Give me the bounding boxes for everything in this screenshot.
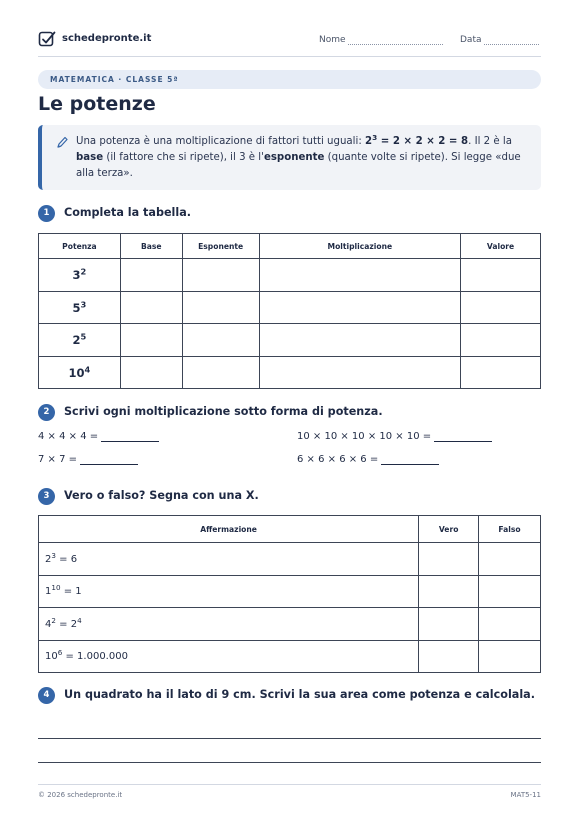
statement-cell: $10^6 = 1.000.000$ [39,641,419,673]
power-cell: $2^5$ [39,324,121,357]
true-checkbox-cell[interactable] [419,543,479,576]
writing-line[interactable] [38,738,541,739]
answer-cell[interactable] [182,292,259,324]
page-title: Le potenze [38,93,156,115]
answer-cell[interactable] [259,357,461,389]
answer-cell[interactable] [461,357,541,389]
true-checkbox-cell[interactable] [419,576,479,608]
writing-line[interactable] [38,762,541,763]
answer-cell[interactable] [120,324,182,357]
name-label: Nome [319,35,346,45]
answer-cell[interactable] [259,292,461,324]
intro-box [38,125,541,190]
answer-cell[interactable] [259,259,461,292]
question-text: Vero o falso? Segna con una X. [64,489,259,502]
column-header: Vero [419,516,479,543]
date-label: Data [460,35,482,45]
site-name: schedepronte.it [62,33,152,44]
answer-cell[interactable] [120,292,182,324]
column-header: Moltiplicazione [259,234,461,259]
column-header: Falso [479,516,541,543]
answer-blank[interactable] [80,455,138,465]
answer-blank[interactable] [101,432,159,442]
column-header: Affermazione [39,516,419,543]
exercise-item: 4 × 4 × 4 = [38,431,159,442]
statement-cell: $2^3 = 6$ [39,543,419,576]
column-header: Valore [461,234,541,259]
table-header-row [39,516,541,543]
pencil-icon [56,135,68,149]
formula: $2^3 = 2 \times 2 \times 2 = 8$ [365,132,469,147]
false-checkbox-cell[interactable] [479,641,541,673]
answer-cell[interactable] [461,292,541,324]
answer-cell[interactable] [259,324,461,357]
answer-cell[interactable] [182,357,259,389]
page-header [38,30,541,52]
date-field[interactable] [460,35,539,45]
false-checkbox-cell[interactable] [479,608,541,641]
table-row [39,576,541,608]
power-cell: $3^2$ [39,259,121,292]
table-row [39,543,541,576]
base-term: base [76,152,104,163]
worksheet-page [38,0,541,819]
question-number: 1 [38,205,55,222]
answer-blank[interactable] [381,455,439,465]
question-number: 4 [38,687,55,704]
name-field[interactable] [319,35,443,45]
statement-cell: $1^{10} = 1$ [39,576,419,608]
answer-cell[interactable] [182,259,259,292]
power-cell: $10^4$ [39,357,121,389]
powers-table [38,233,541,389]
checkbox-logo-icon [38,30,56,48]
column-header: Esponente [182,234,259,259]
true-false-table [38,515,541,673]
answer-cell[interactable] [120,357,182,389]
table-row [39,608,541,641]
exercise-item: 7 × 7 = [38,454,138,465]
table-row [39,259,541,292]
intro-text: Una potenza è una moltiplicazione di fattori tutti uguali: $2^3 = 2 \times 2 \times 2 = 8$. Il 2 è la base (il fattore che si ripete), il 3 è l'esponente (quante volte si ripete). Si legge «due alla terza». [76,132,521,179]
answer-cell[interactable] [182,324,259,357]
footer-code: MAT5-11 [510,791,541,799]
question-text: Un quadrato ha il lato di 9 cm. Scrivi la sua area come potenza e calcolala. [64,688,535,701]
column-header: Potenza [39,234,121,259]
exercise-item: 10 × 10 × 10 × 10 × 10 = [297,431,492,442]
footer-copyright: © 2026 schedepronte.it [38,791,123,799]
table-row [39,292,541,324]
answer-cell[interactable] [120,259,182,292]
question-text: Completa la tabella. [64,206,192,219]
table-header-row [39,234,541,259]
table-row [39,357,541,389]
column-header: Base [120,234,182,259]
answer-cell[interactable] [461,259,541,292]
false-checkbox-cell[interactable] [479,576,541,608]
answer-blank[interactable] [434,432,492,442]
footer-divider [38,784,541,785]
true-checkbox-cell[interactable] [419,608,479,641]
exponent-term: esponente [263,152,325,163]
exercise-item: 6 × 6 × 6 × 6 = [297,454,439,465]
table-row [39,324,541,357]
statement-cell: $4^2 = 2^4$ [39,608,419,641]
subject-badge: MATEMATICA · CLASSE 5ª [38,70,541,89]
table-row [39,641,541,673]
question-number: 3 [38,488,55,505]
header-divider [38,56,541,57]
false-checkbox-cell[interactable] [479,543,541,576]
question-number: 2 [38,404,55,421]
answer-cell[interactable] [461,324,541,357]
question-text: Scrivi ogni moltiplicazione sotto forma di potenza. [64,405,383,418]
true-checkbox-cell[interactable] [419,641,479,673]
power-cell: $5^3$ [39,292,121,324]
